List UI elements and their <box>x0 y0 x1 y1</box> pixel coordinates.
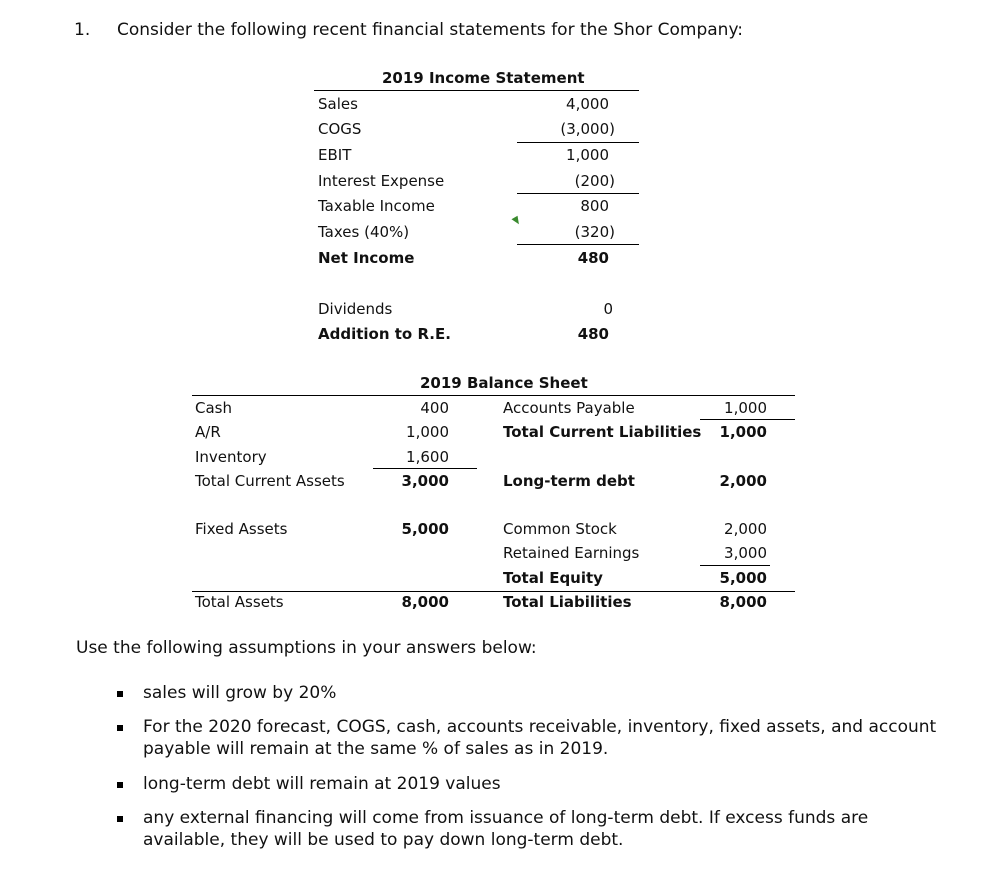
total-rule <box>192 591 795 592</box>
bs-label-inventory: Inventory <box>195 448 267 466</box>
bs-label-total-equity: Total Equity <box>503 569 603 587</box>
is-label-cogs: COGS <box>318 120 362 138</box>
is-value-net-income: 480 <box>577 249 609 267</box>
bs-value-long-term-debt: 2,000 <box>719 472 767 490</box>
is-value-interest: (200) <box>574 172 615 190</box>
bs-value-fixed-assets: 5,000 <box>401 520 449 538</box>
subtotal-rule <box>517 193 639 194</box>
bullet-icon <box>117 816 123 822</box>
bs-label-common-stock: Common Stock <box>503 520 617 538</box>
is-label-taxable: Taxable Income <box>318 197 435 215</box>
assumption-4-line2: available, they will be used to pay down long-term debt. <box>143 830 624 850</box>
is-label-addition-re: Addition to R.E. <box>318 325 451 343</box>
bs-label-cash: Cash <box>195 399 232 417</box>
bs-value-inventory: 1,600 <box>406 448 449 466</box>
assumption-2-line2: payable will remain at the same % of sales as in 2019. <box>143 739 609 759</box>
assumption-3: long-term debt will remain at 2019 values <box>143 774 501 794</box>
bs-label-long-term-debt: Long-term debt <box>503 472 635 490</box>
bs-value-retained-earnings: 3,000 <box>724 544 767 562</box>
assumption-1: sales will grow by 20% <box>143 683 337 703</box>
is-label-interest: Interest Expense <box>318 172 445 190</box>
question-number: 1. <box>74 20 91 40</box>
question-text: Consider the following recent financial statements for the Shor Company: <box>117 20 744 40</box>
is-value-sales: 4,000 <box>566 95 609 113</box>
bs-label-total-current-liabilities: Total Current Liabilities <box>503 423 702 441</box>
bs-value-total-current-assets: 3,000 <box>401 472 449 490</box>
is-value-dividends: 0 <box>603 300 613 318</box>
bs-value-accounts-payable: 1,000 <box>724 399 767 417</box>
bs-label-accounts-payable: Accounts Payable <box>503 399 635 417</box>
income-statement-title: 2019 Income Statement <box>382 69 585 87</box>
bs-label-ar: A/R <box>195 423 221 441</box>
bs-label-total-assets: Total Assets <box>195 593 284 611</box>
bullet-icon <box>117 782 123 788</box>
subtotal-rule <box>517 142 639 143</box>
is-value-taxes: (320) <box>574 223 615 241</box>
assumption-2-line1: For the 2020 forecast, COGS, cash, accounts receivable, inventory, fixed assets, and account <box>143 717 937 737</box>
is-value-addition-re: 480 <box>577 325 609 343</box>
bs-value-ar: 1,000 <box>406 423 449 441</box>
title-rule <box>192 395 795 396</box>
bs-label-total-current-assets: Total Current Assets <box>195 472 345 490</box>
bs-value-total-assets: 8,000 <box>401 593 449 611</box>
balance-sheet-title: 2019 Balance Sheet <box>420 374 588 392</box>
is-label-sales: Sales <box>318 95 358 113</box>
is-label-dividends: Dividends <box>318 300 393 318</box>
bs-label-total-liabilities: Total Liabilities <box>503 593 632 611</box>
subtotal-rule <box>373 468 477 469</box>
title-rule <box>314 90 639 91</box>
bs-label-retained-earnings: Retained Earnings <box>503 544 640 562</box>
is-label-net-income: Net Income <box>318 249 415 267</box>
bullet-icon <box>117 725 123 731</box>
bs-value-total-liabilities: 8,000 <box>719 593 767 611</box>
is-value-cogs: (3,000) <box>560 120 615 138</box>
bs-value-total-current-liabilities: 1,000 <box>719 423 767 441</box>
bs-value-total-equity: 5,000 <box>719 569 767 587</box>
is-value-taxable: 800 <box>580 197 609 215</box>
bs-label-fixed-assets: Fixed Assets <box>195 520 288 538</box>
is-label-ebit: EBIT <box>318 146 352 164</box>
is-label-taxes: Taxes (40%) <box>318 223 410 241</box>
bullet-icon <box>117 691 123 697</box>
bs-value-cash: 400 <box>420 399 449 417</box>
subtotal-rule <box>700 565 770 566</box>
is-value-ebit: 1,000 <box>566 146 609 164</box>
bs-value-common-stock: 2,000 <box>724 520 767 538</box>
subtotal-rule <box>517 244 639 245</box>
subtotal-rule <box>700 419 795 420</box>
assumption-4-line1: any external financing will come from issuance of long-term debt. If excess funds are <box>143 808 869 828</box>
assumptions-intro: Use the following assumptions in your answers below: <box>76 638 537 658</box>
